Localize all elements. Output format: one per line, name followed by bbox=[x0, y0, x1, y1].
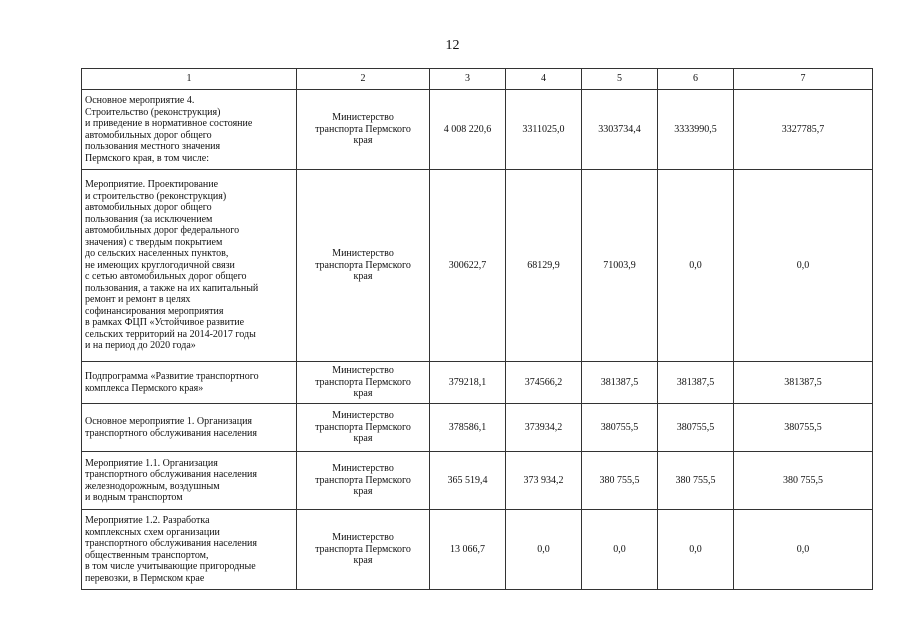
value-cell: 374566,2 bbox=[506, 362, 582, 404]
column-header: 3 bbox=[430, 69, 506, 90]
table-row bbox=[82, 404, 873, 452]
responsible-cell: Министерство транспорта Пермского края bbox=[297, 452, 430, 510]
responsible-cell: Министерство транспорта Пермского края bbox=[297, 510, 430, 590]
value-cell: 380755,5 bbox=[582, 404, 658, 452]
value-cell: 380755,5 bbox=[734, 404, 873, 452]
value-cell: 0,0 bbox=[734, 510, 873, 590]
value-cell: 380 755,5 bbox=[734, 452, 873, 510]
activity-name-cell: Мероприятие 1.2. Разработка комплексных схем организации транспортного обслуживания населения общественным транспортом, в том числе учитывающие пригородные перевозки, в Пермском крае bbox=[82, 510, 297, 590]
value-cell: 381387,5 bbox=[582, 362, 658, 404]
value-cell: 380 755,5 bbox=[658, 452, 734, 510]
column-header: 1 bbox=[82, 69, 297, 90]
activity-name-cell: Подпрограмма «Развитие транспортного комплекса Пермского края» bbox=[82, 362, 297, 404]
page-number: 12 bbox=[445, 38, 460, 53]
value-cell: 0,0 bbox=[582, 510, 658, 590]
budget-table bbox=[81, 68, 873, 590]
value-cell: 381387,5 bbox=[734, 362, 873, 404]
value-cell: 0,0 bbox=[506, 510, 582, 590]
column-header: 2 bbox=[297, 69, 430, 90]
table-row bbox=[82, 170, 873, 362]
activity-name-cell: Мероприятие. Проектирование и строительство (реконструкция) автомобильных дорог общего пользования (за исключением автомобильных дорог федерального значения) с твердым покрытием до сельских населенных пунктов, не имеющих круглогодичной связи с сетью автомобильных дорог общего пользования, а также на их капитальный ремонт и ремонт в целях софинансирования мероприятия в рамках ФЦП «Устойчивое развитие сельских территорий на 2014-2017 годы и на период до 2020 года» bbox=[82, 170, 297, 362]
table-row bbox=[82, 362, 873, 404]
responsible-cell: Министерство транспорта Пермского края bbox=[297, 362, 430, 404]
value-cell: 300622,7 bbox=[430, 170, 506, 362]
value-cell: 381387,5 bbox=[658, 362, 734, 404]
column-header: 6 bbox=[658, 69, 734, 90]
responsible-cell: Министерство транспорта Пермского края bbox=[297, 404, 430, 452]
table-row bbox=[82, 510, 873, 590]
value-cell: 3311025,0 bbox=[506, 90, 582, 170]
value-cell: 13 066,7 bbox=[430, 510, 506, 590]
value-cell: 0,0 bbox=[658, 170, 734, 362]
value-cell: 4 008 220,6 bbox=[430, 90, 506, 170]
column-header: 7 bbox=[734, 69, 873, 90]
value-cell: 3333990,5 bbox=[658, 90, 734, 170]
table-row bbox=[82, 452, 873, 510]
value-cell: 0,0 bbox=[658, 510, 734, 590]
value-cell: 373 934,2 bbox=[506, 452, 582, 510]
responsible-cell: Министерство транспорта Пермского края bbox=[297, 90, 430, 170]
value-cell: 365 519,4 bbox=[430, 452, 506, 510]
value-cell: 3327785,7 bbox=[734, 90, 873, 170]
value-cell: 3303734,4 bbox=[582, 90, 658, 170]
value-cell: 380755,5 bbox=[658, 404, 734, 452]
value-cell: 0,0 bbox=[734, 170, 873, 362]
table-header-row bbox=[82, 69, 873, 90]
activity-name-cell: Основное мероприятие 4. Строительство (реконструкция) и приведение в нормативное состояние автомобильных дорог общего пользования местного значения Пермского края, в том числе: bbox=[82, 90, 297, 170]
value-cell: 380 755,5 bbox=[582, 452, 658, 510]
value-cell: 71003,9 bbox=[582, 170, 658, 362]
value-cell: 378586,1 bbox=[430, 404, 506, 452]
value-cell: 68129,9 bbox=[506, 170, 582, 362]
table-row bbox=[82, 90, 873, 170]
value-cell: 373934,2 bbox=[506, 404, 582, 452]
activity-name-cell: Мероприятие 1.1. Организация транспортного обслуживания населения железнодорожным, воздушным и водным транспортом bbox=[82, 452, 297, 510]
column-header: 4 bbox=[506, 69, 582, 90]
activity-name-cell: Основное мероприятие 1. Организация транспортного обслуживания населения bbox=[82, 404, 297, 452]
column-header: 5 bbox=[582, 69, 658, 90]
value-cell: 379218,1 bbox=[430, 362, 506, 404]
responsible-cell: Министерство транспорта Пермского края bbox=[297, 170, 430, 362]
